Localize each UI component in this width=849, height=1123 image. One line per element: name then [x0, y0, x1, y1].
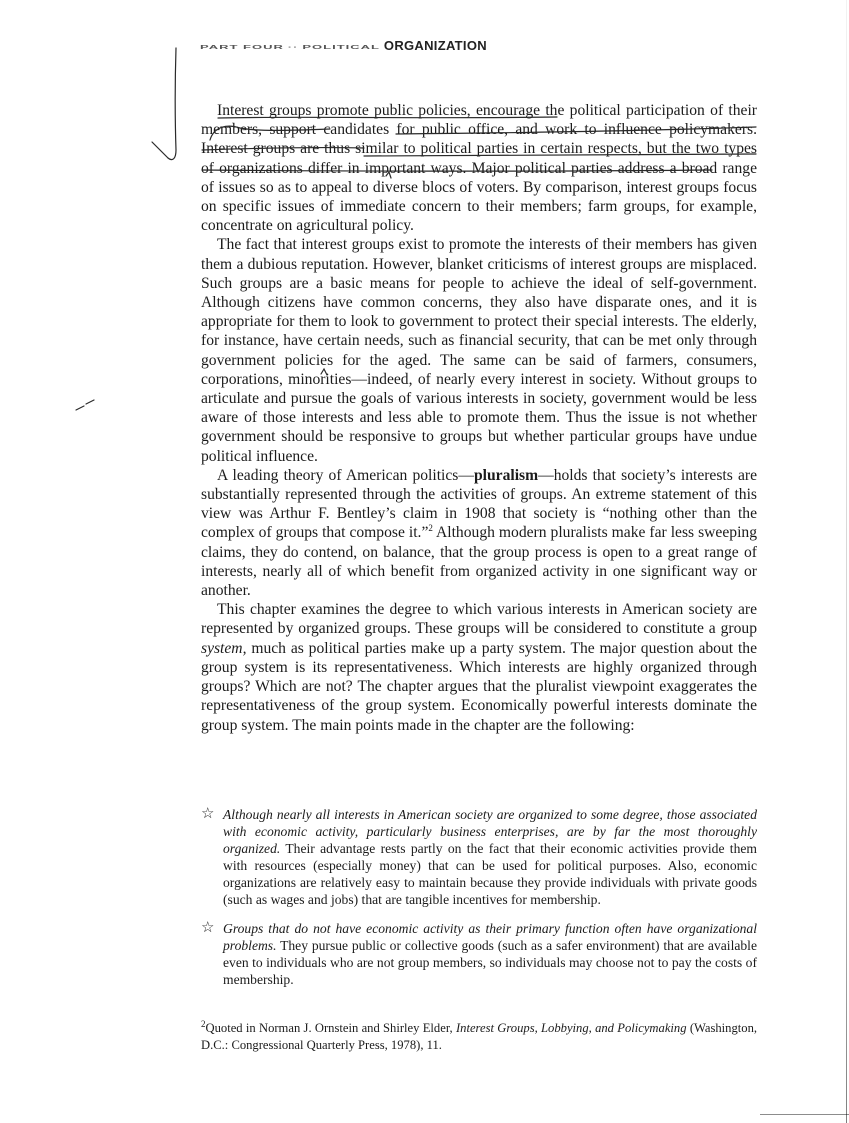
text-run: Although nearly all interests in American society are organized to some degree, those associated with economic activity, particularly business enterprises, are by far the most thoroughly organized.	[223, 807, 757, 856]
text-run: Although modern pluralists make far less sweeping claims, they do contend, on balance, that the group process is open to a great range of interests, nearly all of which benefit from organized activity in one significant way or another.	[201, 524, 757, 600]
main-points-list	[201, 806, 757, 1000]
margin-arrow-mark	[152, 142, 168, 158]
paragraph	[201, 600, 757, 734]
body-text	[201, 101, 757, 735]
text-run: The fact that interest groups exist to promote the interests of their members has given them a dubious reputation. However, blanket criticisms of interest groups are misplaced. Such groups are a basic means for people to achieve the ideal of self-government. Although citizens have common concerns, they also have disparate ones, and it is appropriate for them to look to government to protect their special interests. The elderly, for instance, have certain needs, such as financial security, that can be met only through government policies for the aged. The same can be said of farmers, consumers, corporations, minorities—indeed, of nearly every interest in society. Without groups to articulate and pursue the goals of various interests in society, government would be less aware of those interests and less able to promote them. Thus the issue is not whether government should be responsive to groups but whether particular groups have undue political influence.	[201, 236, 757, 465]
paragraph	[201, 235, 757, 465]
footnote-marker: 2	[201, 1018, 206, 1029]
main-point-text	[223, 806, 757, 908]
star-outline-icon: ☆	[201, 920, 215, 936]
running-head	[200, 38, 487, 53]
paragraph	[201, 101, 757, 235]
running-head-separator: ··	[287, 43, 299, 51]
text-run: A leading theory of American politics—	[217, 466, 474, 484]
running-head-part: PART FOUR	[200, 43, 284, 51]
text-run: Quoted in Norman J. Ornstein and Shirley Elder,	[205, 1021, 456, 1035]
main-point-item	[201, 806, 757, 908]
main-point-item	[201, 920, 757, 988]
paragraph	[201, 466, 757, 600]
running-head-section: ORGANIZATION	[383, 38, 487, 53]
text-run: This chapter examines the degree to which various interests in American society are represented by organized groups. These groups will be considered to constitute a group	[201, 601, 757, 638]
text-run: Interest groups promote public policies, encourage the political participation of their members, support candidates for public office, and work to influence policymakers. Interest groups are thus similar to political parties in certain respects, but the two types of organizations differ in important ways. Major political parties address a broad range of issues so as to appeal to diverse blocs of voters. By comparison, interest groups focus on specific issues of immediate concern to their members; farm groups, for example, concentrate on agricultural policy.	[201, 102, 757, 235]
text-run: pluralism	[473, 466, 539, 484]
margin-bracket-mark	[168, 48, 176, 160]
margin-dash-mark	[76, 400, 94, 410]
text-run: system,	[201, 639, 247, 657]
text-run: Groups that do not have economic activity as their primary function often have organizational problems.	[223, 921, 757, 953]
text-run: Their advantage rests partly on the fact that their economic activities provide them with resources (especially money) that can be used for political purposes. Also, economic organizations are relatively easy to maintain because they provide individuals with private goods (such as wages and jobs) that are tangible incentives for membership.	[223, 841, 757, 907]
text-run: —holds that society’s interests are substantially represented through the activities of groups. An extreme statement of this view was Arthur F. Bentley’s claim in 1908 that society is “nothing other than the complex of groups that compose it.”	[201, 466, 758, 542]
scan-edge-bottom	[760, 1114, 849, 1115]
footnote	[201, 1020, 757, 1054]
text-run: (Washington, D.C.: Congressional Quarterly Press, 1978), 11.	[201, 1021, 758, 1052]
star-outline-icon: ☆	[201, 806, 215, 822]
text-run: Interest Groups, Lobbying, and Policymaking	[455, 1021, 687, 1035]
scan-edge-right	[846, 0, 847, 1123]
footnote-marker: 2	[428, 523, 433, 534]
text-run: They pursue public or collective goods (such as a safer environment) that are available even to individuals who are not group members, so individuals may choose not to pay the costs of membership.	[223, 938, 757, 987]
text-run: much as political parties make up a party system. The major question about the group system is its representativeness. Which interests are highly organized through groups? Which are not? The chapter argues that the pluralist viewpoint exaggerates the representativeness of the group system. Economically powerful interests dominate the group system. The main points made in the chapter are the following:	[201, 639, 757, 734]
main-point-text	[223, 920, 757, 988]
running-head-section-faded: POLITICAL	[302, 43, 380, 51]
